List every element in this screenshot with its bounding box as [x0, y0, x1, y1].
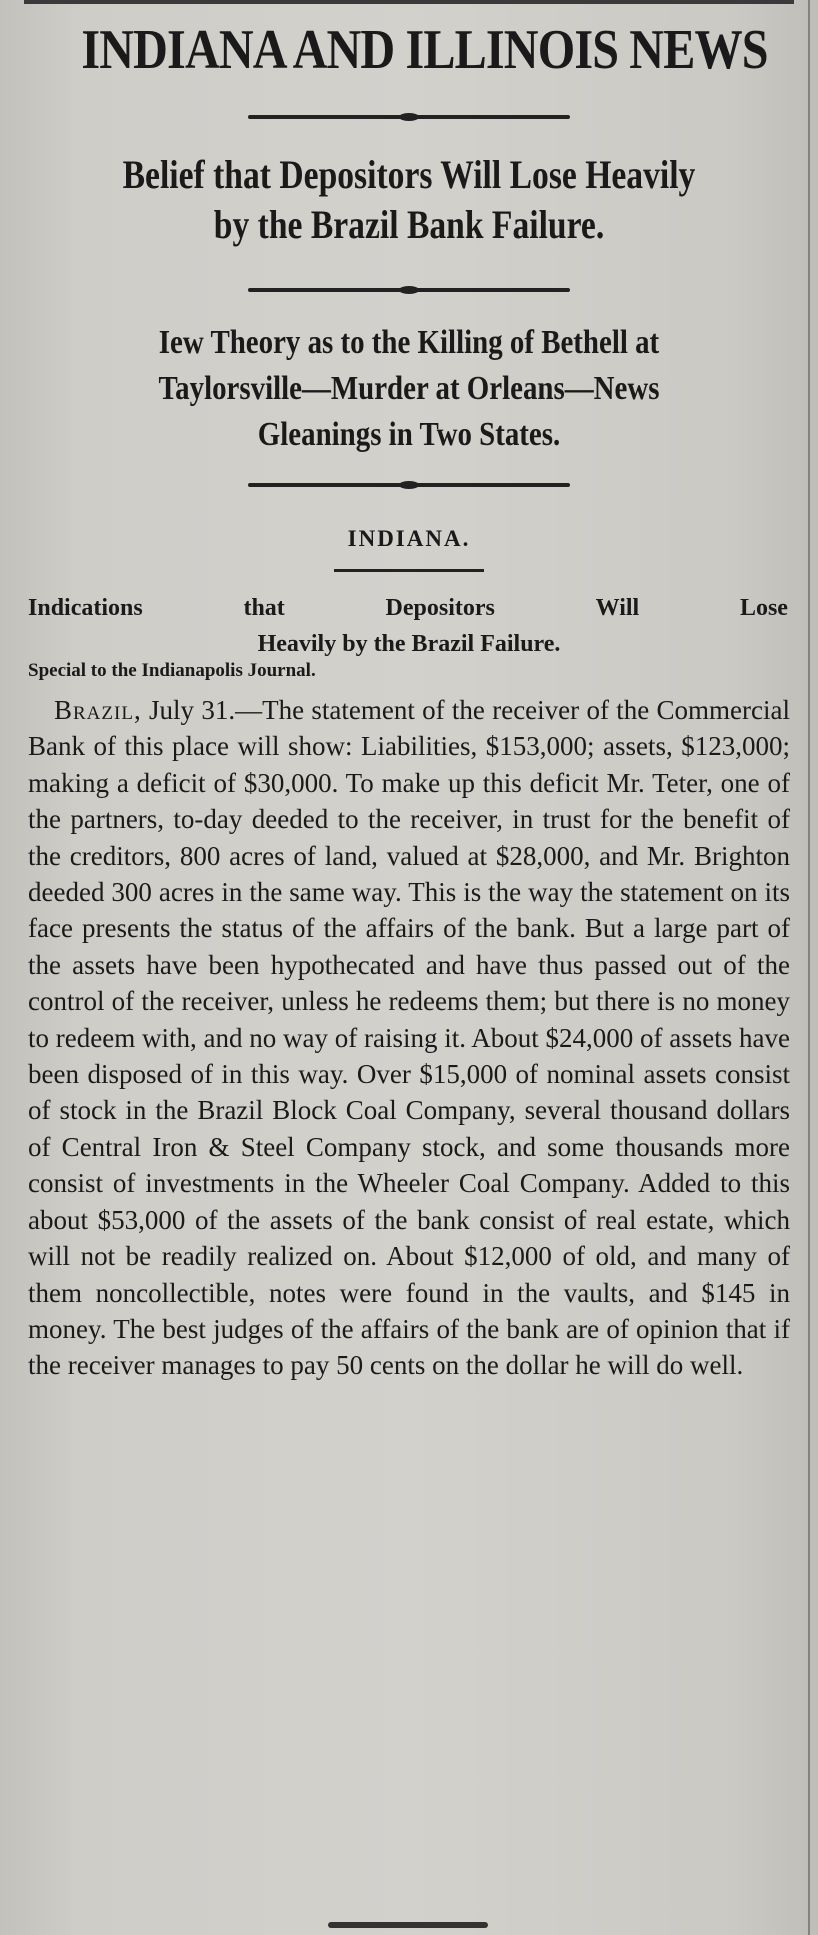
column-edge-rule	[808, 0, 810, 1935]
subhead-word: Depositors	[385, 595, 495, 621]
subhead-word: that	[243, 595, 285, 621]
section-masthead: INDIANA AND ILLINOIS NEWS	[81, 19, 768, 81]
article-body	[28, 692, 790, 1384]
section-heading: INDIANA.	[347, 526, 471, 551]
article-subhead	[28, 590, 790, 662]
headline-divider-2	[248, 288, 570, 292]
headline-divider-3	[248, 483, 570, 487]
dateline: Special to the Indianapolis Journal.	[28, 660, 316, 681]
article-place: Brazil,	[54, 695, 142, 725]
bottom-rule	[328, 1922, 488, 1928]
deck-2-line-1: Iew Theory as to the Killing of Bethell at	[158, 324, 660, 361]
deck-2-line-3: Gleanings in Two States.	[257, 416, 561, 453]
subhead-word: Indications	[28, 595, 143, 621]
subhead-line-1	[28, 590, 790, 626]
subhead-line-2: Heavily by the Brazil Failure.	[257, 631, 561, 657]
section-rule	[334, 569, 484, 572]
article-paragraph	[28, 692, 790, 1384]
deck-1-line-2: by the Brazil Bank Failure.	[213, 202, 605, 247]
headline-deck-2	[85, 320, 733, 458]
subhead-word: Will	[595, 595, 640, 621]
top-border-rule	[24, 0, 794, 4]
article-text: July 31.—The statement of the receiver of the Commercial Bank of this place will show: Liabilities, $153,000; assets, $123,000; making a deficit of $30,000. To make up this deficit Mr. Teter, one of the partners, to-day deeded to the receiver, in trust for the benefit of the creditors, 800 acres of land, valued at $28,000, and Mr. Brighton deeded 300 acres in the same way. This is the way the statement on its face presents the status of the affairs of the bank. But a large part of the assets have been hypothecated and have thus passed out of the control of the receiver, unless he redeems them; but there is no money to redeem with, and no way of raising it. About $24,000 of assets have been disposed of in this way. Over $15,000 of nominal assets consist of stock in the Brazil Block Coal Company, several thousand dollars of Central Iron & Steel Company stock, and some thousands more consist of investments in the Wheeler Coal Company. Added to this about $53,000 of the assets of the bank consist of real estate, which will not be readily realized on. About $12,000 of old, and many of them noncollectible, notes were found in the vaults, and $145 in money. The best judges of the affairs of the bank are of opinion that if the receiver manages to pay 50 cents on the dollar he will do well.	[28, 695, 790, 1381]
deck-1-line-1: Belief that Depositors Will Lose Heavily	[122, 152, 696, 197]
deck-2-line-2: Taylorsville—Murder at Orleans—News	[158, 370, 660, 407]
subhead-word: Lose	[739, 595, 788, 621]
headline-deck-1	[89, 150, 729, 250]
headline-divider-1	[248, 115, 570, 119]
